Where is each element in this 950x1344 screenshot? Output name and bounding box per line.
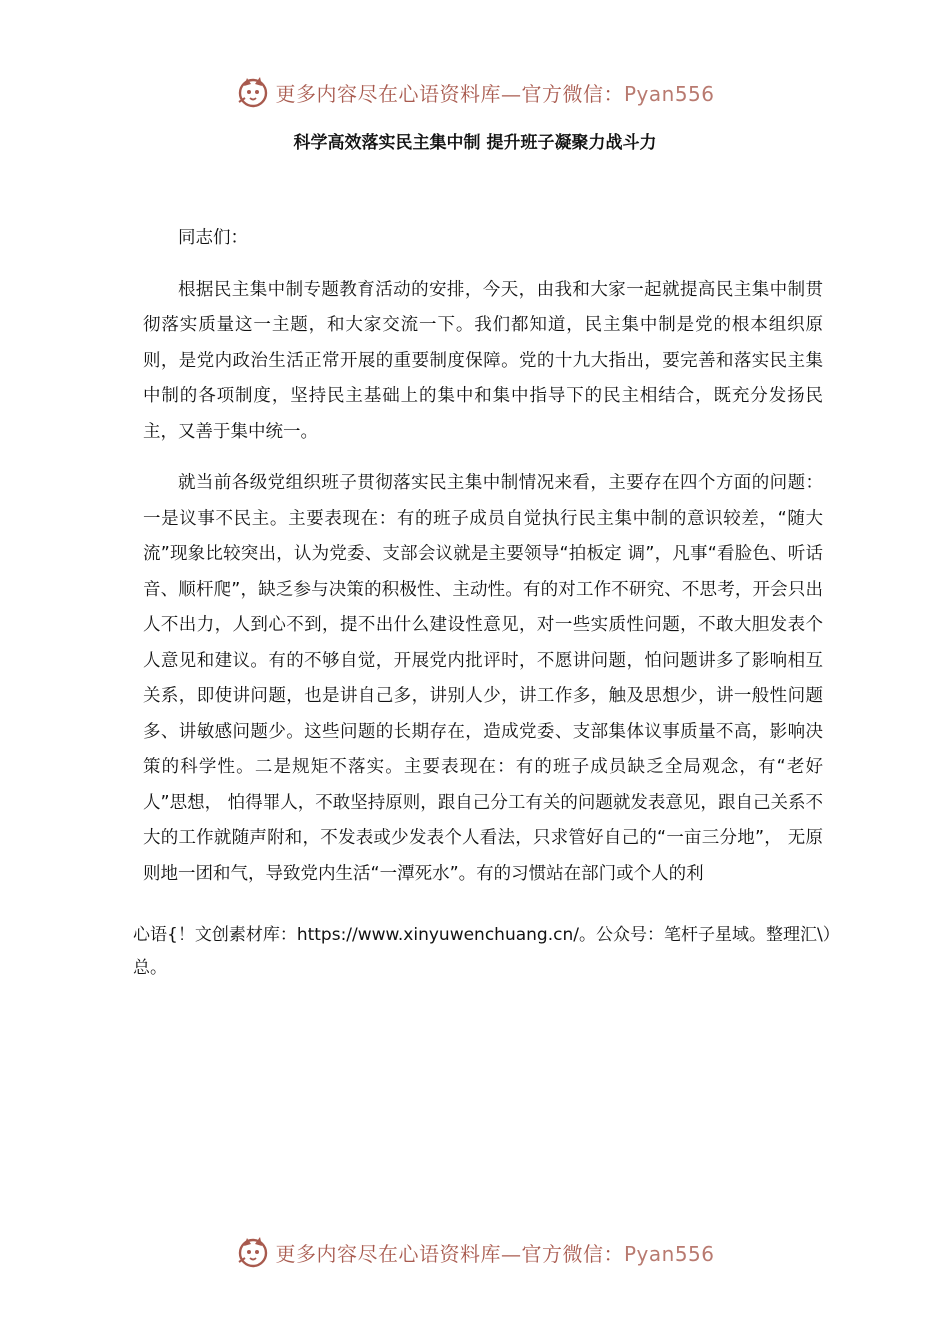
watermark-text [275, 1238, 714, 1267]
watermark-banner-top [0, 72, 950, 112]
source-note: 心语{！文创素材库：https://www.xinyuwenchuang.cn/。公众号：笔杆子星域。整理汇\）总。 [133, 925, 832, 978]
cat-logo-icon [235, 74, 271, 110]
paragraph-1: 根据民主集中制专题教育活动的安排，今天，由我和大家一起就提高民主集中制贯彻落实质量这一主题，和大家交流一下。我们都知道，民主集中制是党的根本组织原则，是党内政治生活正常开展的重要制度保障。党的十九大指出，要完善和落实民主集中制的各项制度，坚持民主基础上的集中和集中指导下的民主相结合，既充分发扬民主，又善于集中统一。 [143, 279, 823, 442]
watermark-wechat-id: Pyan556 [623, 1241, 715, 1266]
document-title: 科学高效落实民主集中制 提升班子凝聚力战斗力 [293, 133, 657, 153]
document-body [143, 221, 823, 892]
watermark-label: 更多内容尽在心语资料库—官方微信： [275, 1241, 624, 1266]
watermark-label: 更多内容尽在心语资料库—官方微信： [275, 81, 624, 106]
watermark-wechat-id: Pyan556 [623, 81, 715, 106]
watermark-text [275, 78, 714, 107]
paragraph-2: 就当前各级党组织班子贯彻落实民主集中制情况来看，主要存在四个方面的问题：一是议事不民主。主要表现在：有的班子成员自觉执行民主集中制的意识较差，“随大流”现象比较突出，认为党委、支部会议就是主要领导“拍板定 调”，凡事“看脸色、听话音、顺杆爬”，缺乏参与决策的积极性、主动性。有的对工作不研究、不思考，开会只出人不出力，人到心不到，提不出什么建设性意见，对一些实质性问题，不敢大胆发表个人意见和建议。有的不够自觉，开展党内批评时，不愿讲问题，怕问题讲多了影响相互关系，即使讲问题，也是讲自己多，讲别人少，讲工作多，触及思想少，讲一般性问题多、讲敏感问题少。这些问题的长期存在，造成党委、支部集体议事质量不高，影响决策的科学性。二是规矩不落实。主要表现在：有的班子成员缺乏全局观念，有“老好人”思想， 怕得罪人，不敢坚持原则，跟自己分工有关的问题就发表意见，跟自己关系不大的工作就随声附和，不发表或少发表个人看法，只求管好自己的“一亩三分地”， 无原则地一团和气，导致党内生活“一潭死水”。有的习惯站在部门或个人的利 [143, 473, 823, 884]
watermark-banner-bottom [0, 1232, 950, 1272]
greeting: 同志们： [178, 228, 248, 248]
cat-logo-icon [235, 1234, 271, 1270]
